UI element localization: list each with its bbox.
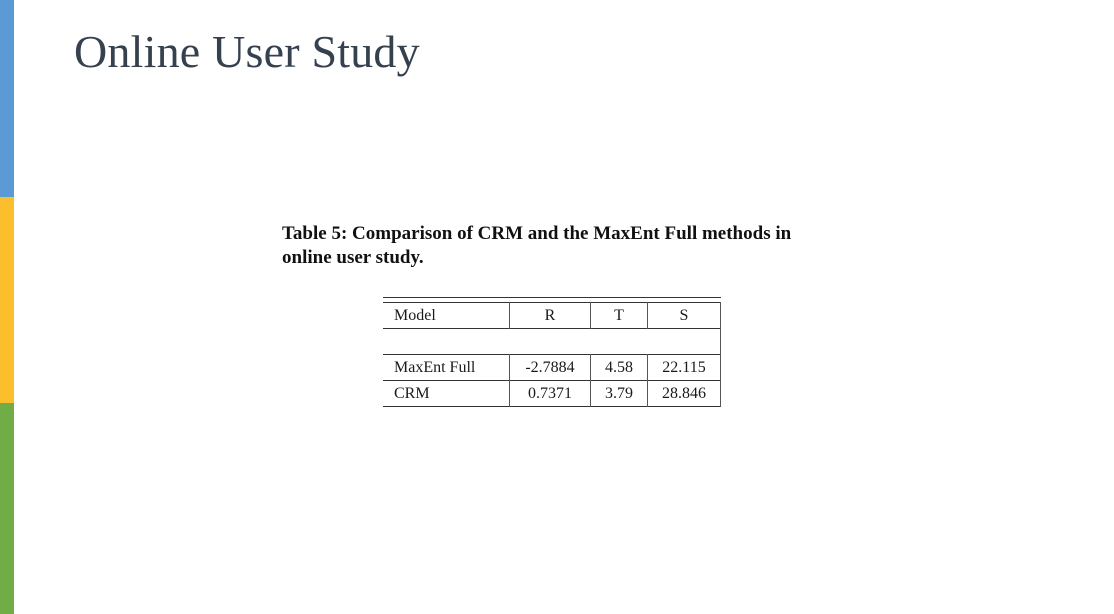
- cell-t: 4.58: [591, 355, 648, 381]
- table-row: [383, 381, 721, 407]
- cell-s: 22.115: [648, 355, 721, 381]
- header-r: R: [510, 303, 591, 329]
- header-s: S: [648, 303, 721, 329]
- header-t: T: [591, 303, 648, 329]
- cell-model: CRM: [383, 381, 510, 407]
- results-table: [383, 302, 721, 407]
- cell-r: 0.7371: [510, 381, 591, 407]
- results-table-container: [383, 297, 721, 407]
- cell-r: -2.7884: [510, 355, 591, 381]
- table-top-rule: [383, 297, 721, 298]
- cell-t: 3.79: [591, 381, 648, 407]
- accent-bar: [0, 0, 14, 614]
- header-model: Model: [383, 303, 510, 329]
- table-caption: Table 5: Comparison of CRM and the MaxEnt Full methods in online user study.: [282, 223, 792, 268]
- cell-model: MaxEnt Full: [383, 355, 510, 381]
- table-row: [383, 355, 721, 381]
- slide-title: Online User Study: [74, 26, 420, 77]
- accent-bar-green: [0, 403, 14, 614]
- table-spacer: [383, 329, 721, 355]
- table-header-row: [383, 303, 721, 329]
- cell-s: 28.846: [648, 381, 721, 407]
- accent-bar-blue: [0, 0, 14, 197]
- accent-bar-yellow: [0, 197, 14, 403]
